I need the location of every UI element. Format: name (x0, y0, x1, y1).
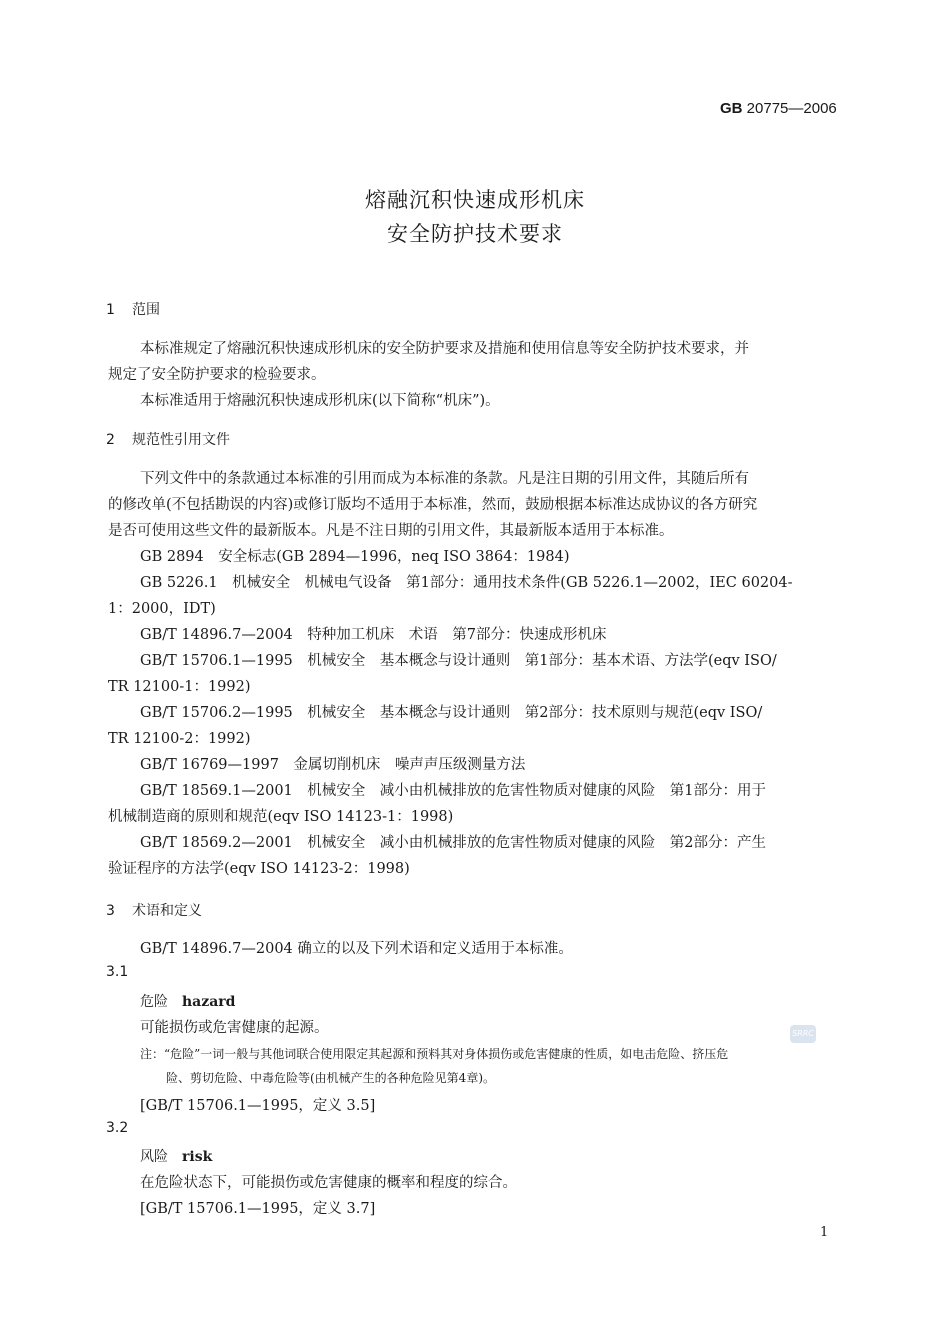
standard-prefix: GB (720, 100, 743, 117)
standard-code: 20775—2006 (746, 100, 837, 117)
reference-item-continuation: TR 12100-2：1992) (108, 731, 251, 747)
section-title: 术语和定义 (132, 903, 202, 919)
clause-number: 3.1 (106, 964, 129, 980)
term-heading (140, 1146, 212, 1166)
section-number: 2 (106, 432, 115, 448)
reference-item: GB/T 15706.1—1995 机械安全 基本概念与设计通则 第1部分：基本术语、方法学(eqv ISO/ (140, 653, 777, 669)
section-title: 规范性引用文件 (132, 432, 230, 448)
standard-number (720, 100, 837, 117)
reference-item: GB/T 14896.7—2004 特种加工机床 术语 第7部分：快速成形机床 (140, 627, 607, 643)
term-source: [GB/T 15706.1—1995，定义 3.7] (140, 1201, 376, 1217)
term-heading (140, 991, 235, 1011)
term-english: hazard (182, 994, 236, 1010)
paragraph-line: 的修改单(不包括勘误的内容)或修订版均不适用于本标准，然而，鼓励根据本标准达成协议的各方研究 (108, 497, 758, 513)
term-source: [GB/T 15706.1—1995，定义 3.5] (140, 1098, 376, 1114)
reference-item-continuation: 验证程序的方法学(eqv ISO 14123-2：1998) (108, 861, 410, 877)
paragraph-line: 本标准规定了熔融沉积快速成形机床的安全防护要求及措施和使用信息等安全防护技术要求，并 (140, 341, 749, 357)
term-definition: 在危险状态下，可能损伤或危害健康的概率和程度的综合。 (140, 1175, 517, 1191)
section-number: 1 (106, 302, 115, 318)
reference-item: GB/T 15706.2—1995 机械安全 基本概念与设计通则 第2部分：技术原则与规范(eqv ISO/ (140, 705, 763, 721)
reference-item-continuation: 1：2000，IDT) (108, 601, 216, 617)
note-line: 注：“危险”一词一般与其他词联合使用限定其起源和预料其对身体损伤或危害健康的性质，如电击危险、挤压危 (140, 1047, 729, 1061)
reference-item: GB/T 18569.2—2001 机械安全 减小由机械排放的危害性物质对健康的风险 第2部分：产生 (140, 835, 766, 851)
paragraph-line: 本标准适用于熔融沉积快速成形机床(以下简称“机床”)。 (140, 393, 500, 409)
paragraph-line: 是否可使用这些文件的最新版本。凡是不注日期的引用文件，其最新版本适用于本标准。 (108, 523, 674, 539)
note-line: 险、剪切危险、中毒危险等(由机械产生的各种危险见第4章)。 (166, 1071, 496, 1085)
watermark-logo: SRRC (790, 1025, 816, 1043)
document-title-line2: 安全防护技术要求 (387, 222, 563, 246)
term-chinese: 危险 (140, 994, 168, 1010)
reference-item: GB 5226.1 机械安全 机械电气设备 第1部分：通用技术条件(GB 5226.1—2002，IEC 60204- (140, 575, 793, 591)
section-3-heading (106, 900, 202, 920)
clause-number: 3.2 (106, 1120, 129, 1136)
reference-item-continuation: 机械制造商的原则和规范(eqv ISO 14123-1：1998) (108, 809, 454, 825)
term-definition: 可能损伤或危害健康的起源。 (140, 1020, 329, 1036)
reference-item-continuation: TR 12100-1：1992) (108, 679, 251, 695)
reference-item: GB/T 16769—1997 金属切削机床 噪声声压级测量方法 (140, 757, 526, 773)
section-number: 3 (106, 903, 115, 919)
section-title: 范围 (132, 302, 160, 318)
paragraph-line: 下列文件中的条款通过本标准的引用而成为本标准的条款。凡是注日期的引用文件，其随后所有 (140, 471, 749, 487)
reference-item: GB 2894 安全标志(GB 2894—1996，neq ISO 3864：1984) (140, 549, 570, 565)
section-1-heading (106, 299, 160, 319)
paragraph-line: 规定了安全防护要求的检验要求。 (108, 367, 326, 383)
section-2-heading (106, 429, 230, 449)
term-english: risk (182, 1149, 213, 1165)
page-number: 1 (820, 1225, 829, 1240)
paragraph-line: GB/T 14896.7—2004 确立的以及下列术语和定义适用于本标准。 (140, 941, 573, 957)
document-title-line1: 熔融沉积快速成形机床 (365, 188, 585, 212)
term-chinese: 风险 (140, 1149, 168, 1165)
reference-item: GB/T 18569.1—2001 机械安全 减小由机械排放的危害性物质对健康的风险 第1部分：用于 (140, 783, 766, 799)
